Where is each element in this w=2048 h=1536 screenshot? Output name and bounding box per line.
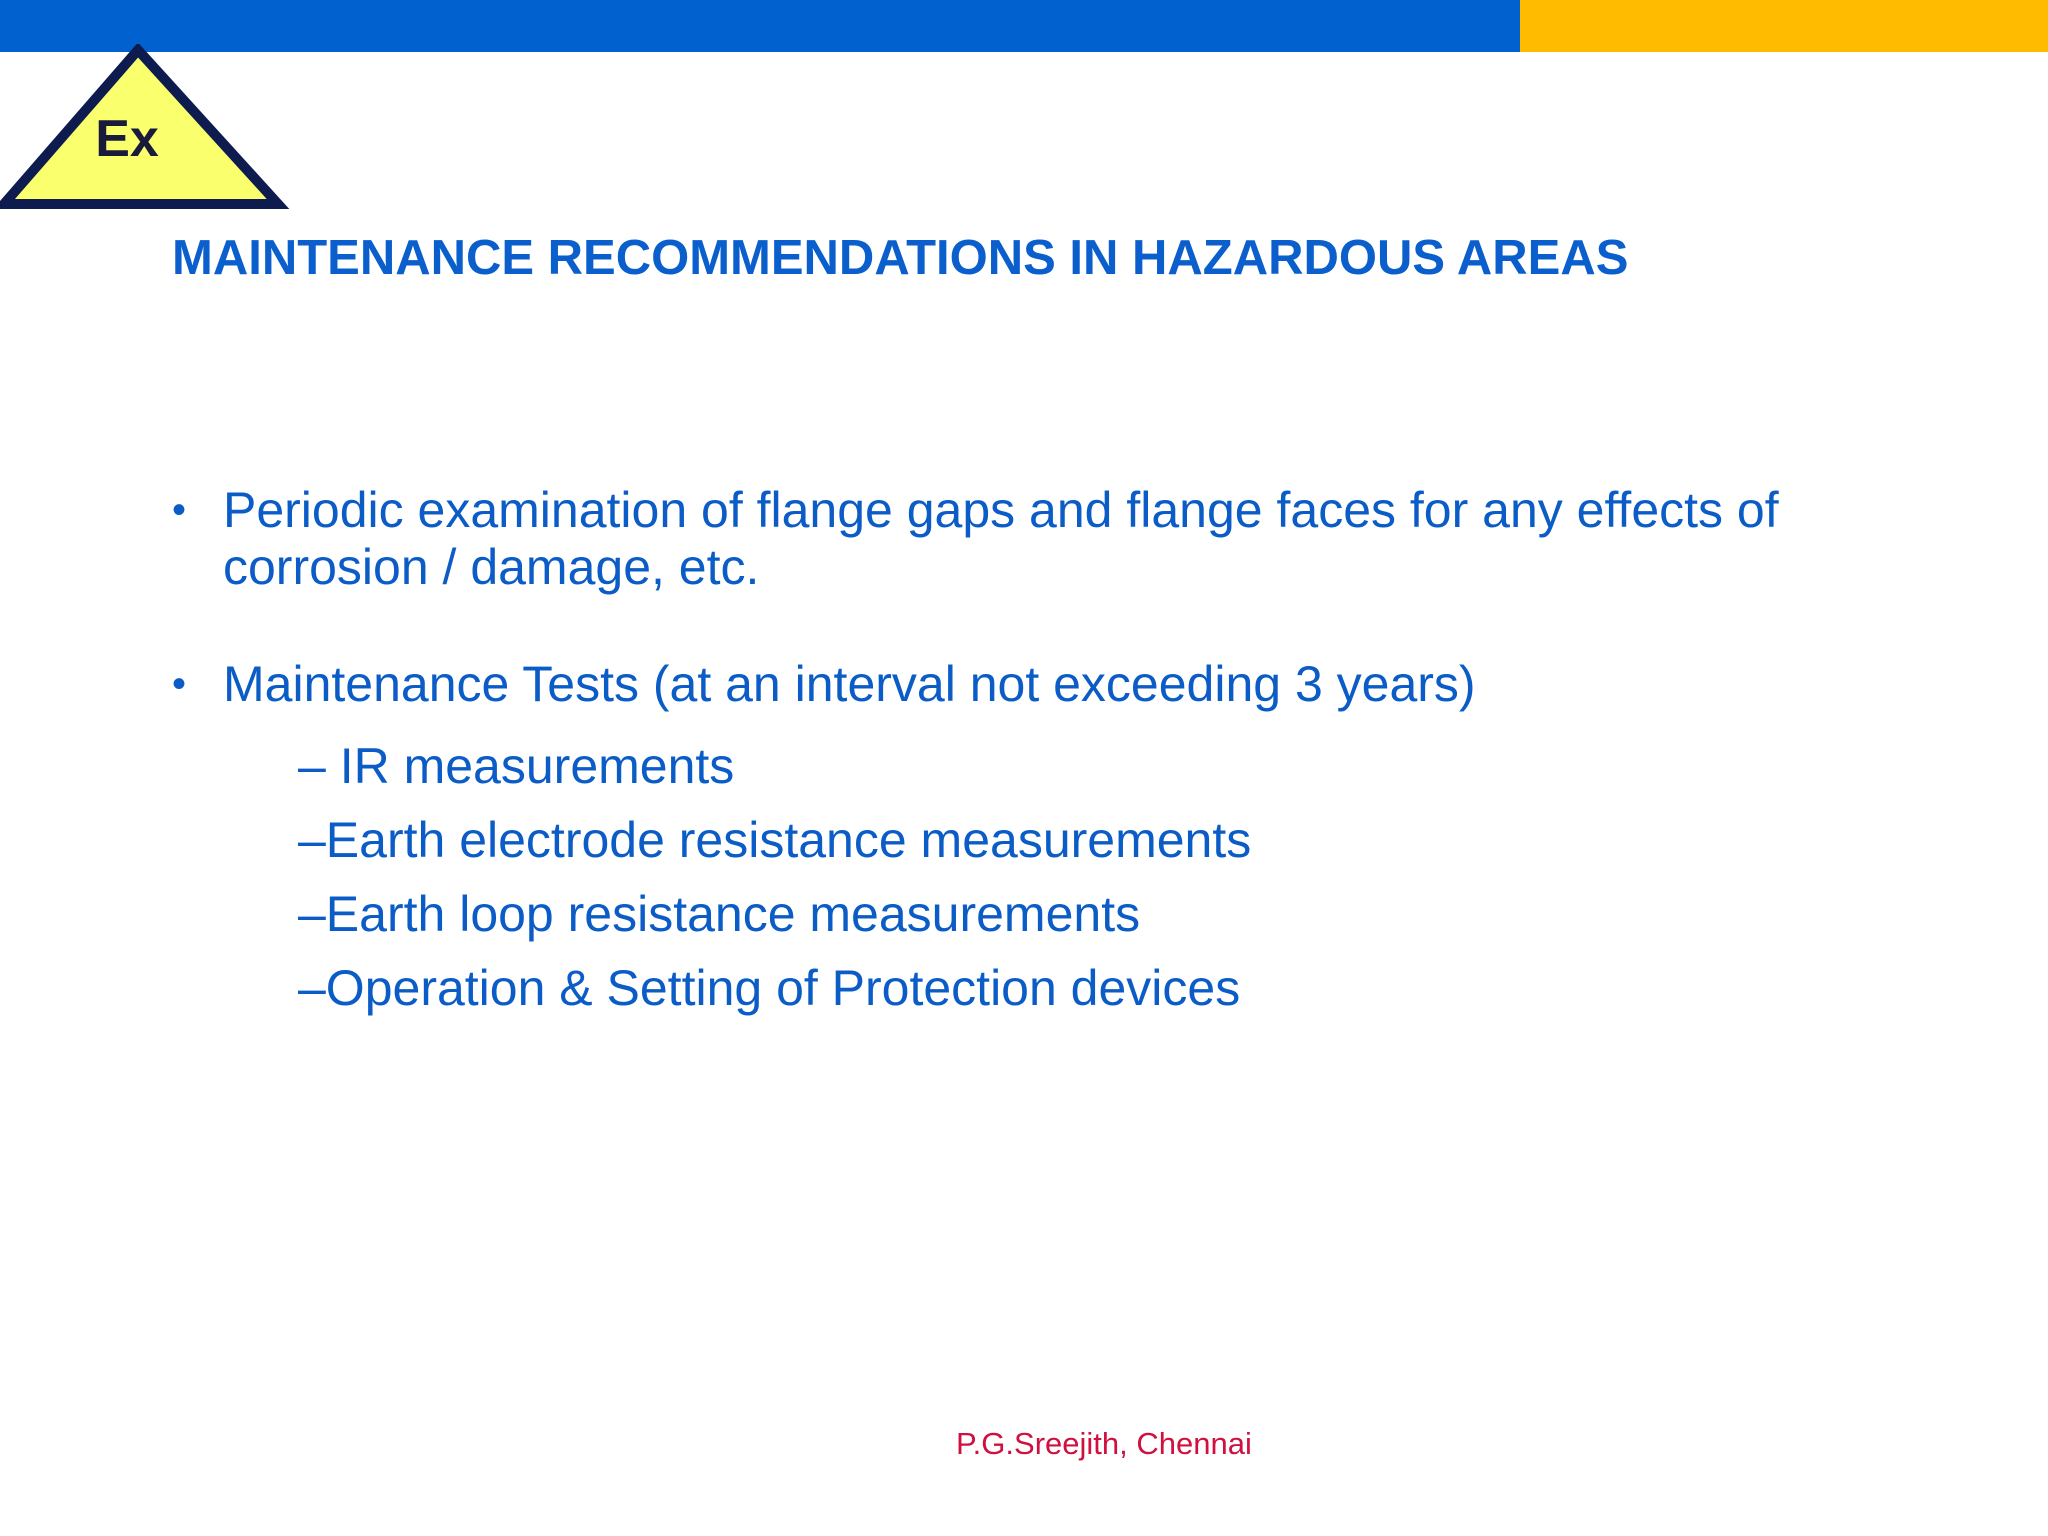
ex-hazard-triangle-icon — [0, 44, 290, 214]
top-color-bar — [0, 0, 2048, 52]
sub-list — [298, 729, 1952, 1025]
sub-list-item: –Earth electrode resistance measurements — [298, 812, 1252, 868]
sub-list-item: –Operation & Setting of Protection devices — [298, 960, 1241, 1016]
slide-content — [172, 482, 1952, 1025]
bullet-text: Maintenance Tests (at an interval not exceeding 3 years) — [223, 656, 1476, 712]
top-bar-yellow-segment — [1520, 0, 2048, 52]
bullet-item — [172, 482, 1952, 596]
sub-list-item: –Earth loop resistance measurements — [298, 886, 1141, 942]
ex-logo-text: Ex — [95, 110, 159, 168]
sub-list-item: – IR measurements — [298, 738, 735, 794]
bullet-item — [172, 656, 1952, 1025]
bullet-text: Periodic examination of flange gaps and flange faces for any effects of corrosion / damage, etc. — [223, 482, 1779, 595]
bullet-glyph: • — [172, 662, 187, 706]
slide-title: MAINTENANCE RECOMMENDATIONS IN HAZARDOUS AREAS — [172, 231, 1629, 285]
footer-author: P.G.Sreejith, Chennai — [956, 1426, 1252, 1461]
bullet-glyph: • — [172, 488, 187, 532]
